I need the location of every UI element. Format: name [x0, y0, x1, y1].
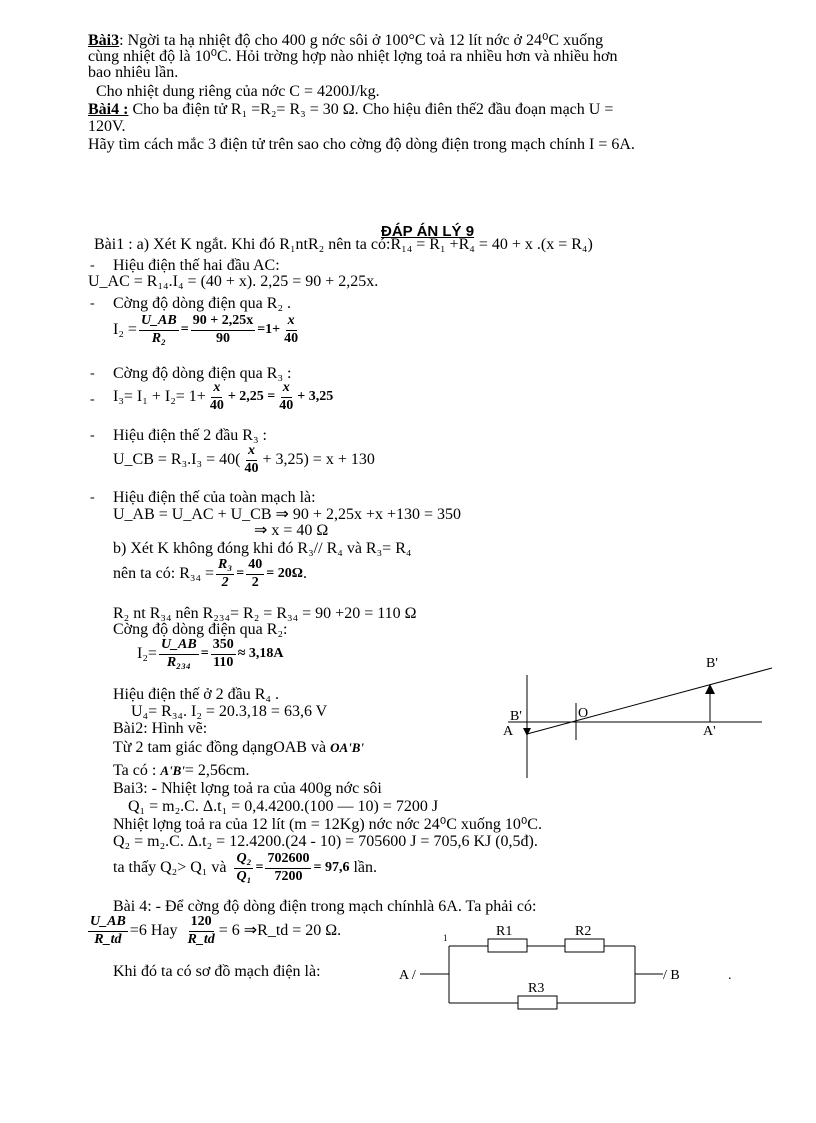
bai2-line2: Từ 2 tam giác đồng dạngOAB và OA'B' [113, 739, 365, 756]
bai3-ans-line3: Nhiệt lợng toả ra của 12 lít (m = 12Kg) nớc nớc 24⁰C xuống 10⁰C. [113, 816, 542, 833]
circuit-dot: . [728, 968, 732, 983]
bai3-ans-line2: Q₁ = m₂.C. Δ.t₁ = 0,4.4200.(100 — 10) = 7200 J [128, 798, 439, 815]
bai1-eq-r34: nên ta có: R₃₄ = $\frac{\text{R₃}}{2}$ = $\frac{40}{2}$ = 20Ω . [113, 557, 307, 590]
fraction: $\frac{x}{40}$ [284, 313, 299, 346]
bai1-line19: U₄= R₃₄. I₂ = 20.3,18 = 63,6 V [131, 703, 328, 720]
bai1-line6: Cờng độ dòng điện qua R₃ : [113, 365, 292, 382]
bai3-line1: Bài3: Ngời ta hạ nhiệt độ cho 400 g nớc sôi ở 100°C và 12 lít nớc ở 24⁰C xuống [88, 32, 604, 49]
circuit-label-r3: R3 [528, 981, 545, 996]
circuit-diagram [390, 910, 760, 1020]
bullet: - [90, 366, 95, 381]
bai4-line1: Bài4 : Cho ba điện tử R₁ =R₂= R₃ = 30 Ω. Cho hiệu điên thế2 đầu đoạn mạch U = [88, 101, 614, 118]
bai4-ans-line1: Bài 4: - Để cờng độ dòng điện trong mạch chínhlà 6A. Ta phải có: [113, 898, 537, 915]
fraction: $\frac{U\_AB}{\text{R₂₃₄}}$ [160, 637, 197, 670]
bai3-ans-ratio: ta thấy Q₂> Q₁ và $\frac{\text{Q₂}}{\text{Q₁}}$ = $\frac{702600}{7200}$ = 97,6 lần. [113, 851, 377, 884]
lens-label-b-prime-right: B' [706, 656, 718, 671]
bai1-line15: R₂ nt R₃₄ nên R₂₃₄= R₂ = R₃₄ = 90 +20 = 110 Ω [113, 605, 417, 622]
bai2-line3: Ta có : A'B'= 2,56cm. [113, 762, 250, 779]
bai1-line10: Hiệu điện thế của toàn mạch là: [113, 489, 316, 506]
lens-label-a-left: A [503, 724, 514, 739]
bai1-line2: Hiệu điện thế hai đầu AC: [113, 257, 280, 274]
lens-label-o: O [578, 706, 589, 721]
bai4-ans-eq: $\frac{U\_AB}{R\_td}$ =6 Hay $\frac{120}{R\_td}$ = 6 ⇒R_td = 20 Ω. [90, 914, 342, 947]
fraction: $\frac{40}{2}$ [248, 557, 263, 590]
bai1-eq-ucb: U_CB = R₃.I₃ = 40( $\frac{x}{40}$ + 3,25) = x + 130 [113, 443, 375, 476]
fraction: $\frac{\text{R₃}}{2}$ [218, 557, 233, 590]
fraction: $\frac{U\_AB}{\text{R₂}}$ [140, 313, 177, 346]
bullet: - [90, 428, 95, 443]
bai1-line11: U_AB = U_AC + U_CB ⇒ 90 + 2,25x +x +130 = 350 [113, 506, 462, 523]
circuit-node-1: 1 [443, 933, 448, 943]
bai3-line4: Cho nhiệt dung riêng của nớc C = 4200J/kg. [96, 83, 380, 100]
lens-label-b-prime-left: B' [510, 709, 522, 724]
bai3-ans-line4: Q₂ = m₂.C. Δ.t₂ = 12.4200.(24 - 10) = 705600 J = 705,6 KJ (0,5đ). [113, 833, 538, 850]
bai3-line2: cùng nhiệt độ là 10⁰C. Hỏi trờng hợp nào nhiệt lợng toả ra nhiều hơn và nhiều hơn [88, 48, 618, 65]
bai3-ans-line1: Bai3: - Nhiệt lợng toả ra của 400g nớc sôi [113, 780, 382, 797]
bullet: - [90, 258, 95, 273]
fraction: $\frac{90 + 2,25x}{90}$ [192, 313, 254, 346]
answer-title: ĐÁP ÁN LÝ 9 [381, 223, 475, 240]
circuit-label-a: A / [399, 968, 416, 983]
bai4-line2: 120V. [88, 118, 126, 135]
circuit-label-b: / B [663, 968, 680, 983]
circuit-label-r2: R2 [575, 924, 592, 939]
bai1-line1: Bài1 : a) Xét K ngắt. Khi đó R₁ntR₂ nên ta có:R₁₄ = R₁ +R₄ = 40 + x .(x = R₄) [94, 236, 593, 253]
bai1-eq-i2: I₂ = $\frac{U\_AB}{\text{R₂}}$ = $\frac{90 + 2,25x}{90}$ =1+ $\frac{x}{40}$ [113, 313, 299, 346]
fraction: $\frac{\text{Q₂}}{\text{Q₁}}$ [236, 851, 252, 884]
bullet: - [90, 392, 95, 407]
bai1-line8: Hiệu điện thế 2 đầu R₃ : [113, 427, 267, 444]
bai1-line12: ⇒ x = 40 Ω [254, 522, 329, 539]
fraction: $\frac{120}{R\_td}$ [187, 914, 215, 947]
lens-label-a-right: A' [703, 724, 716, 739]
bai1-eq-i2b: I₂= $\frac{U\_AB}{\text{R₂₃₄}}$ = $\frac{350}{110}$ ≈ 3,18A [137, 637, 284, 670]
fraction: $\frac{U\_AB}{R\_td}$ [90, 914, 126, 947]
bai3-label: Bài3 [88, 32, 120, 49]
bai2-line1: Bài2: Hình vẽ: [113, 720, 208, 737]
lens-ray-diagram [490, 640, 780, 790]
fraction: $\frac{x}{40}$ [279, 380, 294, 413]
bai1-eq-i3: I₃= I₁ + I₂= 1+ $\frac{x}{40}$ + 2,25 = $\frac{x}{40}$ + 3,25 [113, 380, 334, 413]
fraction: $\frac{702600}{7200}$ [267, 851, 310, 884]
fraction: $\frac{350}{110}$ [212, 637, 234, 670]
bai1-line18: Hiệu điện thế ở 2 đầu R₄ . [113, 686, 280, 703]
bai1-line16: Cờng độ dòng điện qua R₂: [113, 621, 288, 638]
bullet: - [90, 490, 95, 505]
fraction: $\frac{x}{40}$ [209, 380, 224, 413]
bai4-label: Bài4 : [88, 101, 129, 118]
bai1-line4: Cờng độ dòng điện qua R₂ . [113, 295, 292, 312]
circuit-label-r1: R1 [496, 924, 513, 939]
bai4-ans-line3: Khi đó ta có sơ đồ mạch điện là: [113, 963, 321, 980]
fraction: $\frac{x}{40}$ [244, 443, 259, 476]
bai3-line3: bao nhiêu lần. [88, 64, 179, 81]
bullet: - [90, 296, 95, 311]
bai4-line3: Hãy tìm cách mắc 3 điện tử trên sao cho cờng độ dòng điện trong mạch chính I = 6A. [88, 136, 635, 153]
bai1-line13: b) Xét K không đóng khi đó R₃// R₄ và R₃= R₄ [113, 540, 412, 557]
bai1-line3: U_AC = R₁₄.I₄ = (40 + x). 2,25 = 90 + 2,25x. [88, 273, 379, 290]
